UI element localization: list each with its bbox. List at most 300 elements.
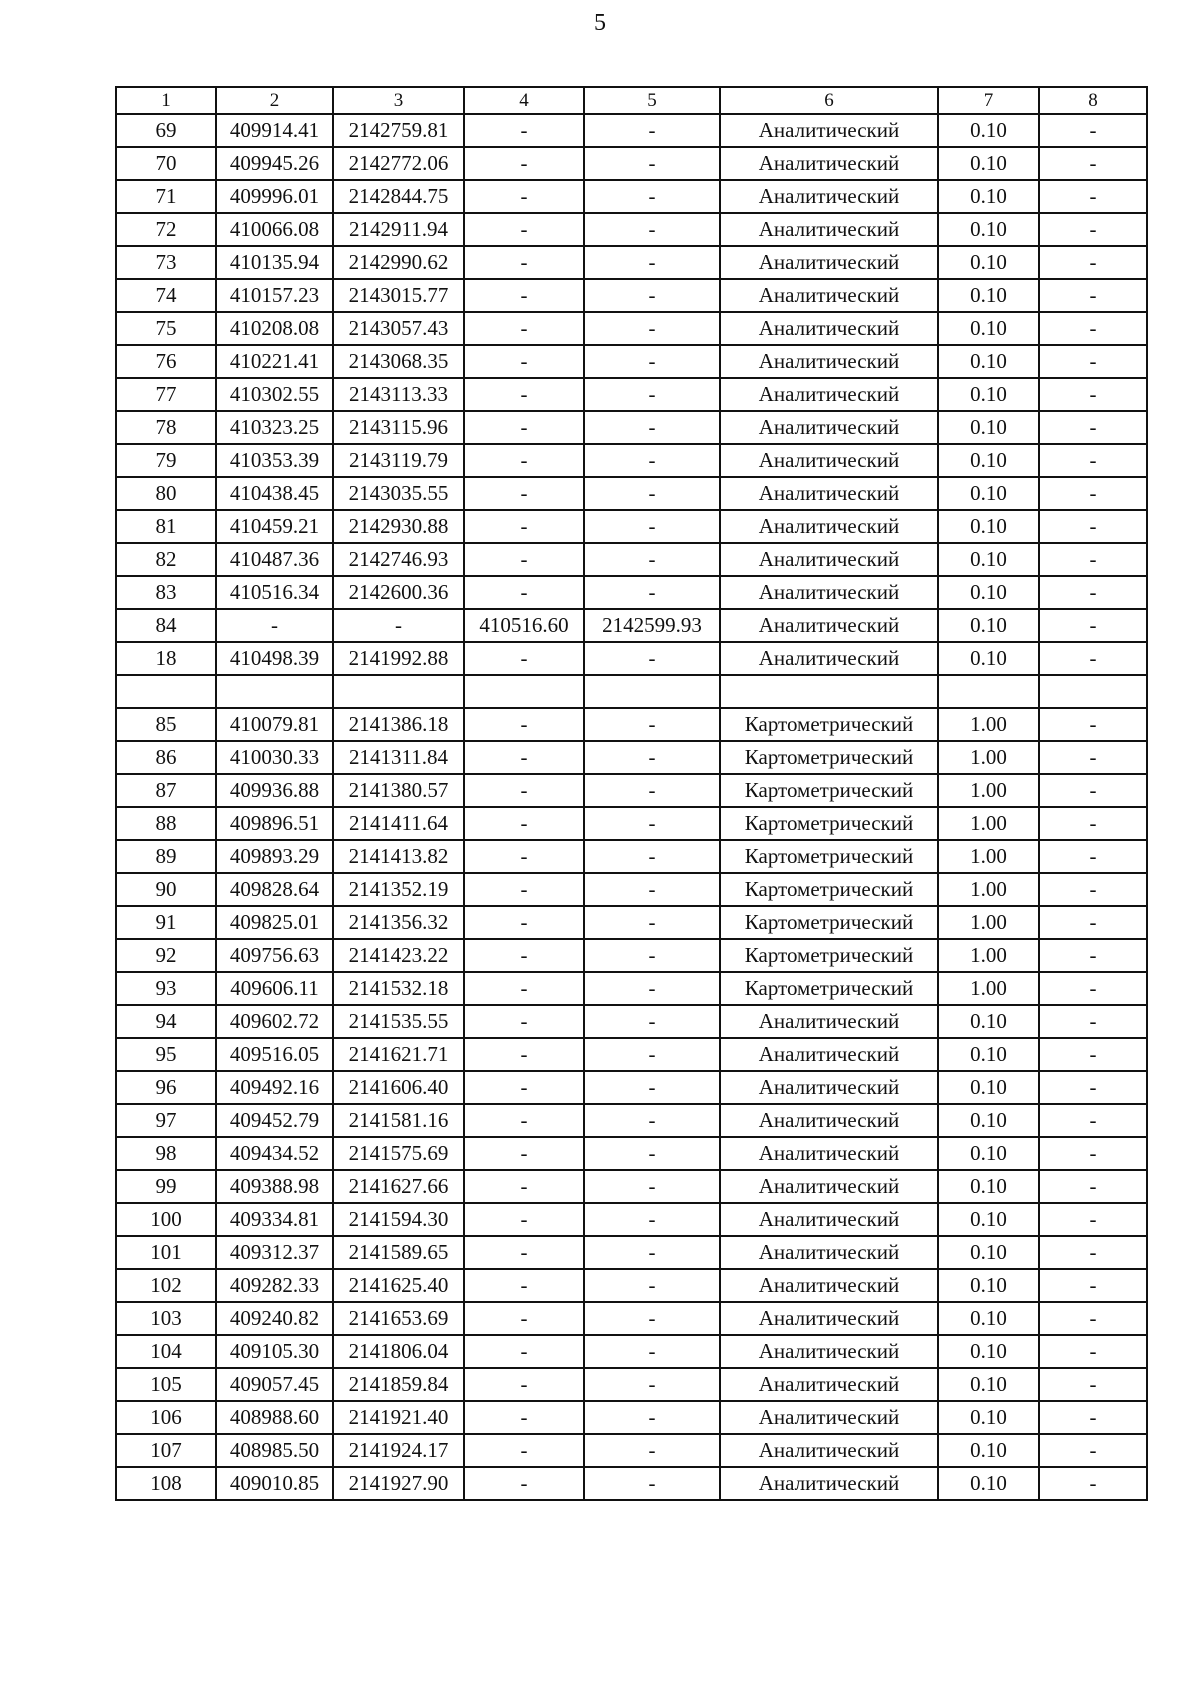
table-row [116, 774, 1147, 807]
cell-method: Аналитический [720, 378, 938, 411]
cell-coord-x: 409492.16 [216, 1071, 333, 1104]
cell-coord-y: 2143035.55 [333, 477, 464, 510]
cell-method: Аналитический [720, 609, 938, 642]
cell-coord-x: 410516.34 [216, 576, 333, 609]
cell-method: Аналитический [720, 1335, 938, 1368]
table-row [116, 180, 1147, 213]
cell-point-number: 103 [116, 1302, 216, 1335]
table-row [116, 708, 1147, 741]
cell-coord-x-new: - [464, 807, 584, 840]
cell-coord-x: 410221.41 [216, 345, 333, 378]
cell-coord-x-new: - [464, 1203, 584, 1236]
cell-note: - [1039, 576, 1147, 609]
cell-coord-y-new: - [584, 1467, 720, 1500]
table-row [116, 1038, 1147, 1071]
cell-point-number: 88 [116, 807, 216, 840]
cell-note: - [1039, 411, 1147, 444]
cell-note: - [1039, 345, 1147, 378]
cell-coord-y-new: - [584, 1203, 720, 1236]
table-row [116, 1368, 1147, 1401]
cell-accuracy: 0.10 [938, 180, 1039, 213]
cell-method: Картометрический [720, 840, 938, 873]
cell-coord-x: 409828.64 [216, 873, 333, 906]
cell-coord-y: 2141581.16 [333, 1104, 464, 1137]
table-row [116, 609, 1147, 642]
cell-coord-x-new: - [464, 147, 584, 180]
cell-note: - [1039, 774, 1147, 807]
cell-coord-x-new: - [464, 543, 584, 576]
cell-point-number: 69 [116, 114, 216, 147]
table-row [116, 1467, 1147, 1500]
cell-coord-x: 410323.25 [216, 411, 333, 444]
cell-point-number: 91 [116, 906, 216, 939]
cell-coord-x [216, 675, 333, 708]
cell-coord-y: 2141352.19 [333, 873, 464, 906]
cell-coord-x: 409452.79 [216, 1104, 333, 1137]
column-header-1: 1 [116, 87, 216, 114]
cell-accuracy: 0.10 [938, 1368, 1039, 1401]
cell-accuracy: 0.10 [938, 1170, 1039, 1203]
cell-coord-y: 2142930.88 [333, 510, 464, 543]
cell-note: - [1039, 180, 1147, 213]
cell-note: - [1039, 642, 1147, 675]
cell-point-number [116, 675, 216, 708]
cell-coord-y-new: - [584, 972, 720, 1005]
cell-coord-x-new: - [464, 345, 584, 378]
cell-note: - [1039, 444, 1147, 477]
cell-note: - [1039, 1104, 1147, 1137]
cell-note: - [1039, 741, 1147, 774]
cell-coord-y-new [584, 675, 720, 708]
cell-coord-y: 2141927.90 [333, 1467, 464, 1500]
cell-coord-y-new: - [584, 1104, 720, 1137]
cell-coord-y: 2143057.43 [333, 312, 464, 345]
cell-coord-y-new: - [584, 114, 720, 147]
cell-coord-x: 409896.51 [216, 807, 333, 840]
cell-point-number: 108 [116, 1467, 216, 1500]
cell-note: - [1039, 1269, 1147, 1302]
table-row [116, 741, 1147, 774]
cell-note: - [1039, 1434, 1147, 1467]
table-row [116, 1269, 1147, 1302]
cell-coord-y-new: - [584, 906, 720, 939]
cell-coord-y-new: - [584, 1335, 720, 1368]
cell-method: Аналитический [720, 1038, 938, 1071]
cell-point-number: 74 [116, 279, 216, 312]
cell-coord-x-new: - [464, 1302, 584, 1335]
cell-coord-x-new: - [464, 312, 584, 345]
cell-point-number: 107 [116, 1434, 216, 1467]
cell-point-number: 100 [116, 1203, 216, 1236]
cell-coord-y: 2143119.79 [333, 444, 464, 477]
cell-coord-x-new: - [464, 1071, 584, 1104]
cell-note: - [1039, 1170, 1147, 1203]
cell-coord-x: 410079.81 [216, 708, 333, 741]
cell-method: Аналитический [720, 180, 938, 213]
cell-coord-y-new: - [584, 576, 720, 609]
cell-coord-x-new: 410516.60 [464, 609, 584, 642]
cell-point-number: 86 [116, 741, 216, 774]
cell-method: Аналитический [720, 312, 938, 345]
cell-method: Аналитический [720, 1269, 938, 1302]
cell-note: - [1039, 378, 1147, 411]
table-row [116, 378, 1147, 411]
cell-method: Аналитический [720, 114, 938, 147]
cell-point-number: 90 [116, 873, 216, 906]
cell-coord-x-new: - [464, 1170, 584, 1203]
cell-method: Аналитический [720, 1071, 938, 1104]
cell-accuracy: 0.10 [938, 543, 1039, 576]
cell-accuracy: 0.10 [938, 1401, 1039, 1434]
table-row [116, 906, 1147, 939]
cell-coord-x: 410208.08 [216, 312, 333, 345]
cell-accuracy: 0.10 [938, 1137, 1039, 1170]
cell-accuracy: 0.10 [938, 642, 1039, 675]
cell-note: - [1039, 972, 1147, 1005]
cell-coord-y-new: - [584, 1434, 720, 1467]
cell-note: - [1039, 1203, 1147, 1236]
cell-method: Аналитический [720, 1236, 938, 1269]
cell-note: - [1039, 1137, 1147, 1170]
cell-coord-y: 2141924.17 [333, 1434, 464, 1467]
cell-note: - [1039, 609, 1147, 642]
cell-point-number: 75 [116, 312, 216, 345]
cell-point-number: 76 [116, 345, 216, 378]
cell-coord-y-new: - [584, 642, 720, 675]
cell-point-number: 79 [116, 444, 216, 477]
cell-coord-x: 410459.21 [216, 510, 333, 543]
cell-coord-y: 2142772.06 [333, 147, 464, 180]
table-row [116, 444, 1147, 477]
cell-coord-x: 409388.98 [216, 1170, 333, 1203]
table-row [116, 1104, 1147, 1137]
cell-method: Картометрический [720, 873, 938, 906]
cell-coord-y: 2141413.82 [333, 840, 464, 873]
cell-coord-y-new: - [584, 444, 720, 477]
cell-coord-y-new: - [584, 180, 720, 213]
cell-coord-x-new: - [464, 1005, 584, 1038]
cell-point-number: 87 [116, 774, 216, 807]
cell-accuracy: 1.00 [938, 972, 1039, 1005]
table-row [116, 1071, 1147, 1104]
cell-coord-x-new: - [464, 1467, 584, 1500]
cell-coord-y: 2141625.40 [333, 1269, 464, 1302]
cell-accuracy: 0.10 [938, 279, 1039, 312]
cell-coord-y-new: - [584, 840, 720, 873]
table-row [116, 972, 1147, 1005]
cell-point-number: 94 [116, 1005, 216, 1038]
cell-method: Аналитический [720, 213, 938, 246]
cell-method: Картометрический [720, 939, 938, 972]
table-row [116, 939, 1147, 972]
cell-coord-x-new: - [464, 741, 584, 774]
cell-method: Картометрический [720, 972, 938, 1005]
cell-note: - [1039, 840, 1147, 873]
cell-coord-y: 2141356.32 [333, 906, 464, 939]
cell-coord-y: 2142759.81 [333, 114, 464, 147]
cell-method: Аналитический [720, 411, 938, 444]
cell-coord-x: 409010.85 [216, 1467, 333, 1500]
cell-accuracy: 1.00 [938, 807, 1039, 840]
cell-coord-x-new: - [464, 444, 584, 477]
cell-coord-x-new: - [464, 774, 584, 807]
cell-coord-x-new: - [464, 378, 584, 411]
cell-method: Картометрический [720, 807, 938, 840]
cell-coord-x-new: - [464, 1038, 584, 1071]
cell-coord-x: 408988.60 [216, 1401, 333, 1434]
cell-coord-x-new: - [464, 180, 584, 213]
cell-coord-x: 409914.41 [216, 114, 333, 147]
cell-coord-x-new: - [464, 873, 584, 906]
cell-coord-y-new: - [584, 1401, 720, 1434]
cell-point-number: 89 [116, 840, 216, 873]
cell-accuracy: 0.10 [938, 246, 1039, 279]
cell-coord-x-new: - [464, 1269, 584, 1302]
cell-coord-x-new: - [464, 708, 584, 741]
cell-coord-y-new: - [584, 411, 720, 444]
table-row [116, 312, 1147, 345]
cell-method: Аналитический [720, 1467, 938, 1500]
table-row [116, 1302, 1147, 1335]
page-number: 5 [594, 10, 606, 36]
cell-point-number: 71 [116, 180, 216, 213]
cell-method: Аналитический [720, 444, 938, 477]
cell-point-number: 101 [116, 1236, 216, 1269]
table-row [116, 147, 1147, 180]
cell-accuracy: 0.10 [938, 1038, 1039, 1071]
cell-coord-y: 2141411.64 [333, 807, 464, 840]
cell-coord-y-new: - [584, 1269, 720, 1302]
cell-note: - [1039, 213, 1147, 246]
cell-method: Картометрический [720, 741, 938, 774]
cell-accuracy: 0.10 [938, 1005, 1039, 1038]
cell-coord-x-new: - [464, 246, 584, 279]
cell-accuracy: 0.10 [938, 411, 1039, 444]
cell-coord-x: 409606.11 [216, 972, 333, 1005]
cell-method: Аналитический [720, 510, 938, 543]
cell-coord-y-new: - [584, 807, 720, 840]
table-row [116, 1005, 1147, 1038]
cell-note: - [1039, 477, 1147, 510]
cell-coord-y: 2142600.36 [333, 576, 464, 609]
cell-coord-x-new: - [464, 411, 584, 444]
table-row [116, 1401, 1147, 1434]
cell-accuracy: 0.10 [938, 1203, 1039, 1236]
cell-coord-x: 409312.37 [216, 1236, 333, 1269]
column-header-8: 8 [1039, 87, 1147, 114]
cell-coord-y-new: - [584, 873, 720, 906]
cell-note: - [1039, 1302, 1147, 1335]
cell-accuracy: 0.10 [938, 1104, 1039, 1137]
cell-coord-y-new: - [584, 708, 720, 741]
cell-coord-x-new: - [464, 1368, 584, 1401]
cell-coord-x-new: - [464, 642, 584, 675]
cell-method: Картометрический [720, 708, 938, 741]
column-header-5: 5 [584, 87, 720, 114]
table-row [116, 1137, 1147, 1170]
cell-note: - [1039, 1401, 1147, 1434]
cell-coord-y: 2142911.94 [333, 213, 464, 246]
cell-coord-x: 409434.52 [216, 1137, 333, 1170]
cell-accuracy: 0.10 [938, 147, 1039, 180]
cell-point-number: 93 [116, 972, 216, 1005]
cell-coord-y: 2141806.04 [333, 1335, 464, 1368]
cell-point-number: 106 [116, 1401, 216, 1434]
cell-method: Аналитический [720, 1170, 938, 1203]
cell-point-number: 84 [116, 609, 216, 642]
cell-coord-y-new: - [584, 345, 720, 378]
cell-point-number: 81 [116, 510, 216, 543]
cell-coord-x-new: - [464, 939, 584, 972]
cell-point-number: 80 [116, 477, 216, 510]
cell-accuracy: 0.10 [938, 1434, 1039, 1467]
cell-method: Аналитический [720, 1005, 938, 1038]
cell-coord-y-new: - [584, 741, 720, 774]
cell-coord-x: 409516.05 [216, 1038, 333, 1071]
cell-coord-y: 2141859.84 [333, 1368, 464, 1401]
coordinates-table [115, 86, 1148, 1501]
cell-coord-y: 2141921.40 [333, 1401, 464, 1434]
cell-point-number: 96 [116, 1071, 216, 1104]
cell-accuracy: 0.10 [938, 1467, 1039, 1500]
cell-coord-x: 410353.39 [216, 444, 333, 477]
cell-coord-y: 2141606.40 [333, 1071, 464, 1104]
table-row [116, 807, 1147, 840]
cell-coord-y: 2142990.62 [333, 246, 464, 279]
cell-coord-x-new: - [464, 1236, 584, 1269]
cell-coord-y: 2143115.96 [333, 411, 464, 444]
table-row [116, 345, 1147, 378]
cell-coord-y: 2141589.65 [333, 1236, 464, 1269]
cell-note: - [1039, 1071, 1147, 1104]
table-row [116, 840, 1147, 873]
cell-coord-y: 2141627.66 [333, 1170, 464, 1203]
cell-method: Аналитический [720, 345, 938, 378]
cell-accuracy: 0.10 [938, 1302, 1039, 1335]
cell-accuracy: 0.10 [938, 444, 1039, 477]
table-row [116, 642, 1147, 675]
cell-point-number: 73 [116, 246, 216, 279]
cell-coord-x: 409936.88 [216, 774, 333, 807]
cell-coord-y-new: - [584, 774, 720, 807]
cell-accuracy: 1.00 [938, 741, 1039, 774]
cell-coord-x: 409756.63 [216, 939, 333, 972]
cell-coord-x: 409825.01 [216, 906, 333, 939]
cell-accuracy: 0.10 [938, 477, 1039, 510]
cell-coord-x: 409105.30 [216, 1335, 333, 1368]
cell-coord-y: 2141653.69 [333, 1302, 464, 1335]
cell-note: - [1039, 510, 1147, 543]
cell-point-number: 18 [116, 642, 216, 675]
cell-coord-x: 409602.72 [216, 1005, 333, 1038]
cell-coord-y: 2141423.22 [333, 939, 464, 972]
table-row [116, 510, 1147, 543]
cell-coord-y: 2141532.18 [333, 972, 464, 1005]
cell-coord-y: 2141380.57 [333, 774, 464, 807]
cell-point-number: 85 [116, 708, 216, 741]
cell-coord-y-new: 2142599.93 [584, 609, 720, 642]
cell-coord-x: 410487.36 [216, 543, 333, 576]
cell-coord-x-new: - [464, 1434, 584, 1467]
cell-accuracy: 0.10 [938, 345, 1039, 378]
table-row [116, 675, 1147, 708]
cell-note: - [1039, 114, 1147, 147]
cell-note: - [1039, 147, 1147, 180]
table-row [116, 477, 1147, 510]
column-header-2: 2 [216, 87, 333, 114]
cell-accuracy: 1.00 [938, 708, 1039, 741]
cell-coord-x-new: - [464, 477, 584, 510]
cell-coord-x: 409945.26 [216, 147, 333, 180]
cell-note: - [1039, 1335, 1147, 1368]
cell-coord-y-new: - [584, 279, 720, 312]
cell-note: - [1039, 543, 1147, 576]
cell-coord-x: - [216, 609, 333, 642]
cell-point-number: 99 [116, 1170, 216, 1203]
cell-point-number: 98 [116, 1137, 216, 1170]
table-row [116, 246, 1147, 279]
cell-coord-x-new: - [464, 972, 584, 1005]
cell-note: - [1039, 1467, 1147, 1500]
cell-coord-x-new: - [464, 510, 584, 543]
cell-method: Аналитический [720, 543, 938, 576]
table-row [116, 1170, 1147, 1203]
cell-accuracy: 0.10 [938, 1071, 1039, 1104]
cell-method: Аналитический [720, 576, 938, 609]
cell-method: Аналитический [720, 1434, 938, 1467]
cell-method [720, 675, 938, 708]
cell-coord-x: 410498.39 [216, 642, 333, 675]
cell-note: - [1039, 312, 1147, 345]
cell-coord-x: 410135.94 [216, 246, 333, 279]
cell-accuracy: 1.00 [938, 873, 1039, 906]
cell-coord-y-new: - [584, 1170, 720, 1203]
cell-accuracy: 1.00 [938, 774, 1039, 807]
cell-coord-y: 2141621.71 [333, 1038, 464, 1071]
cell-accuracy: 1.00 [938, 840, 1039, 873]
cell-coord-y-new: - [584, 939, 720, 972]
cell-coord-y-new: - [584, 213, 720, 246]
cell-method: Аналитический [720, 1137, 938, 1170]
table-row [116, 411, 1147, 444]
cell-coord-y-new: - [584, 1302, 720, 1335]
cell-accuracy: 0.10 [938, 114, 1039, 147]
cell-accuracy: 0.10 [938, 576, 1039, 609]
cell-coord-y-new: - [584, 510, 720, 543]
cell-coord-y: 2143068.35 [333, 345, 464, 378]
table-row [116, 213, 1147, 246]
cell-coord-y: 2141575.69 [333, 1137, 464, 1170]
cell-coord-y: 2141594.30 [333, 1203, 464, 1236]
cell-accuracy: 0.10 [938, 213, 1039, 246]
cell-method: Аналитический [720, 246, 938, 279]
cell-coord-y-new: - [584, 312, 720, 345]
cell-coord-y-new: - [584, 1236, 720, 1269]
cell-accuracy: 1.00 [938, 906, 1039, 939]
cell-coord-x-new: - [464, 1401, 584, 1434]
table-body [116, 114, 1147, 1500]
cell-coord-x-new: - [464, 213, 584, 246]
cell-method: Аналитический [720, 147, 938, 180]
cell-note: - [1039, 873, 1147, 906]
table-row [116, 543, 1147, 576]
cell-note: - [1039, 708, 1147, 741]
cell-coord-x: 408985.50 [216, 1434, 333, 1467]
table-row [116, 114, 1147, 147]
cell-method: Аналитический [720, 279, 938, 312]
table-row [116, 1434, 1147, 1467]
cell-coord-x: 409057.45 [216, 1368, 333, 1401]
